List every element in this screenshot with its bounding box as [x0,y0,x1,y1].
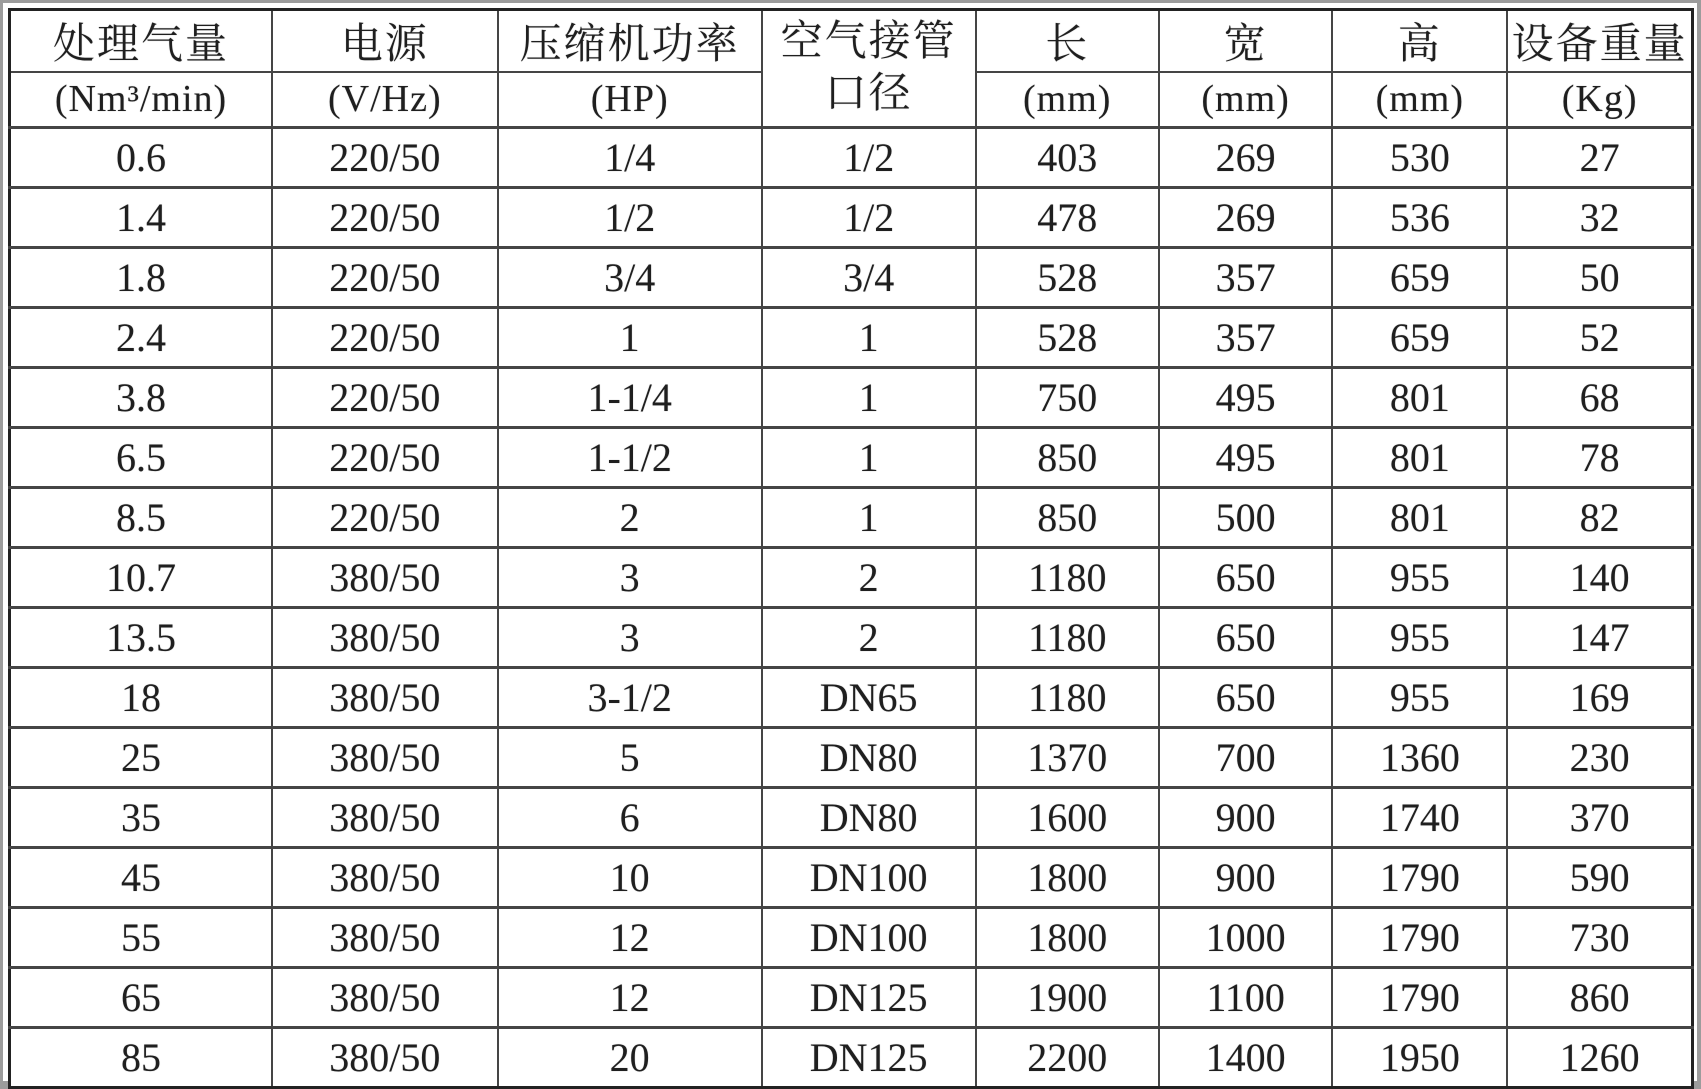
cell-length: 850 [976,427,1159,487]
cell-length: 1800 [976,847,1159,907]
cell-weight: 50 [1507,247,1692,307]
table-row [10,547,1693,607]
cell-power-supply: 220/50 [272,127,498,187]
cell-air-pipe-diameter: 1/2 [762,127,976,187]
cell-weight: 78 [1507,427,1692,487]
spec-table-header [10,10,1693,128]
unit-power-supply: (V/Hz) [272,72,498,127]
cell-air-pipe-diameter: 1 [762,427,976,487]
cell-air-volume: 2.4 [10,307,273,367]
cell-air-volume: 55 [10,907,273,967]
cell-air-pipe-diameter: DN65 [762,667,976,727]
cell-compressor-power: 12 [498,967,762,1027]
cell-height: 801 [1332,367,1507,427]
table-row [10,667,1693,727]
cell-weight: 140 [1507,547,1692,607]
cell-height: 659 [1332,247,1507,307]
cell-power-supply: 380/50 [272,967,498,1027]
cell-compressor-power: 2 [498,487,762,547]
cell-width: 1100 [1159,967,1332,1027]
air-pipe-header-line1: 空气接管 [780,19,957,66]
cell-compressor-power: 3-1/2 [498,667,762,727]
cell-air-pipe-diameter: 2 [762,607,976,667]
cell-length: 528 [976,247,1159,307]
cell-height: 1790 [1332,967,1507,1027]
table-row [10,847,1693,907]
cell-power-supply: 380/50 [272,787,498,847]
table-row [10,967,1693,1027]
cell-compressor-power: 1 [498,307,762,367]
cell-width: 1000 [1159,907,1332,967]
cell-weight: 169 [1507,667,1692,727]
cell-air-volume: 85 [10,1027,273,1087]
cell-air-volume: 8.5 [10,487,273,547]
cell-weight: 590 [1507,847,1692,907]
cell-height: 1790 [1332,847,1507,907]
cell-power-supply: 220/50 [272,307,498,367]
cell-air-pipe-diameter: DN80 [762,727,976,787]
unit-weight: (Kg) [1507,72,1692,127]
cell-weight: 32 [1507,187,1692,247]
col-header-power-supply: 电源 [272,10,498,73]
table-row [10,787,1693,847]
cell-height: 801 [1332,427,1507,487]
cell-height: 955 [1332,607,1507,667]
cell-width: 650 [1159,667,1332,727]
cell-width: 650 [1159,547,1332,607]
cell-power-supply: 380/50 [272,547,498,607]
col-header-air-pipe-diameter [762,10,976,128]
cell-width: 1400 [1159,1027,1332,1087]
cell-length: 1800 [976,907,1159,967]
cell-air-volume: 10.7 [10,547,273,607]
cell-weight: 860 [1507,967,1692,1027]
cell-power-supply: 220/50 [272,427,498,487]
cell-power-supply: 220/50 [272,247,498,307]
cell-width: 650 [1159,607,1332,667]
cell-power-supply: 220/50 [272,367,498,427]
table-row [10,1027,1693,1087]
scan-sheet [3,3,1697,1081]
cell-compressor-power: 10 [498,847,762,907]
col-header-compressor-power: 压缩机功率 [498,10,762,73]
cell-length: 850 [976,487,1159,547]
cell-air-volume: 25 [10,727,273,787]
cell-air-volume: 0.6 [10,127,273,187]
spec-table [8,8,1694,1089]
col-header-height: 高 [1332,10,1507,73]
cell-length: 1900 [976,967,1159,1027]
cell-weight: 82 [1507,487,1692,547]
air-pipe-header-line2: 口径 [824,71,913,118]
cell-air-pipe-diameter: DN125 [762,967,976,1027]
cell-compressor-power: 12 [498,907,762,967]
unit-length: (mm) [976,72,1159,127]
cell-air-pipe-diameter: DN100 [762,847,976,907]
cell-power-supply: 380/50 [272,667,498,727]
cell-width: 269 [1159,127,1332,187]
cell-air-pipe-diameter: DN80 [762,787,976,847]
cell-compressor-power: 1-1/4 [498,367,762,427]
cell-air-volume: 1.8 [10,247,273,307]
cell-compressor-power: 3 [498,547,762,607]
cell-weight: 730 [1507,907,1692,967]
cell-air-pipe-diameter: 1 [762,367,976,427]
cell-width: 495 [1159,427,1332,487]
cell-length: 1180 [976,607,1159,667]
cell-length: 2200 [976,1027,1159,1087]
cell-height: 530 [1332,127,1507,187]
cell-weight: 1260 [1507,1027,1692,1087]
cell-air-pipe-diameter: DN125 [762,1027,976,1087]
unit-compressor-power: (HP) [498,72,762,127]
cell-length: 1370 [976,727,1159,787]
col-header-length: 长 [976,10,1159,73]
cell-height: 1950 [1332,1027,1507,1087]
cell-length: 528 [976,307,1159,367]
cell-air-pipe-diameter: DN100 [762,907,976,967]
cell-width: 900 [1159,847,1332,907]
cell-power-supply: 380/50 [272,607,498,667]
cell-height: 801 [1332,487,1507,547]
cell-weight: 68 [1507,367,1692,427]
cell-air-pipe-diameter: 1 [762,307,976,367]
cell-width: 495 [1159,367,1332,427]
cell-length: 1180 [976,547,1159,607]
cell-weight: 27 [1507,127,1692,187]
cell-length: 1600 [976,787,1159,847]
header-title-row [10,10,1693,73]
cell-power-supply: 380/50 [272,1027,498,1087]
cell-length: 1180 [976,667,1159,727]
cell-air-volume: 1.4 [10,187,273,247]
cell-width: 500 [1159,487,1332,547]
table-row [10,127,1693,187]
cell-height: 659 [1332,307,1507,367]
cell-power-supply: 380/50 [272,907,498,967]
cell-weight: 52 [1507,307,1692,367]
cell-air-volume: 6.5 [10,427,273,487]
cell-height: 1740 [1332,787,1507,847]
cell-power-supply: 380/50 [272,847,498,907]
cell-length: 403 [976,127,1159,187]
table-row [10,307,1693,367]
cell-width: 900 [1159,787,1332,847]
cell-length: 478 [976,187,1159,247]
table-row [10,487,1693,547]
cell-length: 750 [976,367,1159,427]
cell-height: 1790 [1332,907,1507,967]
cell-air-volume: 65 [10,967,273,1027]
cell-air-pipe-diameter: 3/4 [762,247,976,307]
cell-width: 357 [1159,247,1332,307]
cell-compressor-power: 5 [498,727,762,787]
table-row [10,727,1693,787]
cell-height: 1360 [1332,727,1507,787]
table-row [10,247,1693,307]
cell-compressor-power: 20 [498,1027,762,1087]
table-row [10,187,1693,247]
cell-compressor-power: 6 [498,787,762,847]
cell-compressor-power: 1-1/2 [498,427,762,487]
cell-air-pipe-diameter: 2 [762,547,976,607]
table-row [10,427,1693,487]
cell-air-pipe-diameter: 1 [762,487,976,547]
cell-height: 955 [1332,667,1507,727]
table-row [10,607,1693,667]
unit-height: (mm) [1332,72,1507,127]
cell-width: 269 [1159,187,1332,247]
unit-width: (mm) [1159,72,1332,127]
cell-air-pipe-diameter: 1/2 [762,187,976,247]
col-header-width: 宽 [1159,10,1332,73]
cell-air-volume: 18 [10,667,273,727]
cell-power-supply: 220/50 [272,487,498,547]
cell-compressor-power: 1/4 [498,127,762,187]
cell-air-volume: 35 [10,787,273,847]
cell-weight: 230 [1507,727,1692,787]
cell-width: 700 [1159,727,1332,787]
cell-power-supply: 380/50 [272,727,498,787]
cell-air-volume: 3.8 [10,367,273,427]
cell-weight: 370 [1507,787,1692,847]
col-header-weight: 设备重量 [1507,10,1692,73]
col-header-air-volume: 处理气量 [10,10,273,73]
unit-air-volume: (Nm³/min) [10,72,273,127]
cell-air-volume: 13.5 [10,607,273,667]
cell-weight: 147 [1507,607,1692,667]
cell-height: 955 [1332,547,1507,607]
cell-compressor-power: 3/4 [498,247,762,307]
cell-air-volume: 45 [10,847,273,907]
cell-compressor-power: 3 [498,607,762,667]
cell-width: 357 [1159,307,1332,367]
cell-power-supply: 220/50 [272,187,498,247]
table-row [10,367,1693,427]
cell-height: 536 [1332,187,1507,247]
cell-compressor-power: 1/2 [498,187,762,247]
table-row [10,907,1693,967]
spec-table-body [10,127,1693,1087]
